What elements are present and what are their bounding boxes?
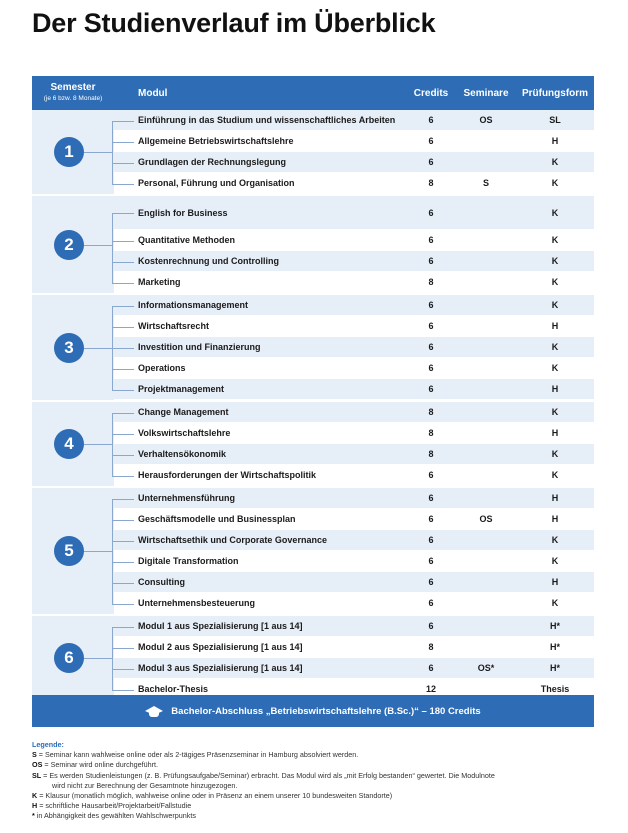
header-seminare: Seminare	[463, 87, 509, 99]
module-name: Quantitative Methoden	[138, 235, 236, 245]
module-name: English for Business	[138, 207, 228, 218]
credits-value: 6	[428, 300, 434, 310]
row-connector	[112, 142, 134, 143]
module-rows	[114, 402, 594, 486]
exam-type-value: K	[551, 207, 559, 218]
credits-value: 8	[428, 449, 434, 459]
semester-connector	[84, 551, 112, 552]
legend-key: K	[32, 791, 38, 801]
credits-value: 8	[428, 178, 434, 188]
credits-value: 8	[428, 277, 434, 287]
row-connector	[112, 213, 134, 214]
row-connector	[112, 520, 134, 521]
module-name: Consulting	[138, 577, 185, 587]
table-row	[114, 251, 594, 272]
exam-type-value: H	[551, 514, 559, 524]
semester-cell	[32, 196, 114, 293]
legend-text: wird nicht zur Berechnung der Gesamtnote hinzugezogen.	[52, 780, 238, 790]
legend-text: = Klausur (monatlich möglich, wahlweise online oder in Präsenz an einem unserer 10 bundesweiten Standorte)	[37, 791, 393, 801]
credits-value: 6	[428, 256, 434, 266]
module-name: Personal, Führung und Organisation	[138, 178, 295, 188]
legend-text: = Seminar wird online durchgeführt.	[42, 760, 159, 770]
table-row	[114, 423, 594, 444]
module-rows	[114, 110, 594, 194]
module-name: Informationsmanagement	[138, 300, 249, 310]
table-row	[114, 658, 594, 679]
table-row	[114, 173, 594, 194]
credits-value: 6	[428, 157, 434, 167]
row-connector	[112, 121, 134, 122]
legend-item	[32, 791, 602, 801]
semester-bracket-line	[112, 413, 113, 476]
module-name: Unternehmensführung	[138, 493, 236, 503]
exam-type-value: K	[551, 235, 559, 245]
credits-value: 6	[428, 556, 434, 566]
module-name: Digitale Transformation	[138, 556, 239, 566]
row-connector	[112, 455, 134, 456]
module-name: Grundlagen der Rechnungslegung	[138, 157, 287, 167]
row-connector	[112, 434, 134, 435]
semester-group-4	[32, 402, 594, 488]
row-connector	[112, 184, 134, 185]
graduation-cap-icon	[145, 704, 163, 718]
credits-value: 6	[428, 115, 434, 125]
legend-text: in Abhängigkeit des gewählten Wahlschwerpunkts	[34, 811, 196, 821]
row-connector	[112, 627, 134, 628]
row-connector	[112, 241, 134, 242]
credits-value: 8	[428, 407, 434, 417]
semester-group-5	[32, 488, 594, 616]
module-name: Verhaltensökonomik	[138, 449, 227, 459]
exam-type-value: K	[551, 449, 559, 459]
credits-value: 12	[425, 684, 436, 694]
table-row	[114, 272, 594, 293]
credits-value: 6	[428, 207, 434, 218]
legend-text: = Es werden Studienleistungen (z. B. Prüfungsaufgabe/Seminar) erbracht. Das Modul wird als „mit Erfolg bestanden“ gewertet. Die Modulnote	[41, 770, 495, 780]
semester-cell	[32, 295, 114, 400]
table-row	[114, 444, 594, 465]
credits-value: 6	[428, 342, 434, 352]
semester-connector	[84, 245, 112, 246]
module-rows	[114, 616, 594, 700]
semester-bracket-line	[112, 213, 113, 283]
exam-type-value: H	[551, 428, 559, 438]
table-row	[114, 131, 594, 152]
row-connector	[112, 562, 134, 563]
table-row	[114, 230, 594, 251]
semester-connector	[84, 152, 112, 153]
module-name: Wirtschaftsrecht	[138, 321, 209, 331]
table-row	[114, 196, 594, 230]
legend-text: = schriftliche Hausarbeit/Projektarbeit/Fallstudie	[37, 801, 192, 811]
row-connector	[112, 262, 134, 263]
row-connector	[112, 390, 134, 391]
row-connector	[112, 327, 134, 328]
exam-type-value: K	[551, 598, 559, 608]
table-row	[114, 551, 594, 572]
row-connector	[112, 369, 134, 370]
semester-cell	[32, 488, 114, 614]
row-connector	[112, 499, 134, 500]
header-semester-sub: (je 6 bzw. 8 Monate)	[43, 95, 103, 102]
credits-value: 6	[428, 577, 434, 587]
header-modul: Modul	[138, 87, 168, 99]
table-row	[114, 616, 594, 637]
module-name: Operations	[138, 363, 186, 373]
legend-item	[32, 750, 602, 760]
semester-group-2	[32, 196, 594, 295]
semester-connector	[84, 348, 112, 349]
header-pruefungsform: Prüfungsform	[521, 87, 589, 99]
module-name: Modul 2 aus Spezialisierung [1 aus 14]	[138, 642, 303, 652]
credits-value: 8	[428, 428, 434, 438]
module-name: Volkswirtschaftslehre	[138, 428, 231, 438]
legend-item	[32, 760, 602, 770]
module-rows	[114, 196, 594, 293]
exam-type-value: SL	[549, 115, 561, 125]
seminar-value: S	[482, 178, 489, 188]
exam-type-value: K	[551, 342, 559, 352]
row-connector	[112, 541, 134, 542]
credits-value: 6	[428, 598, 434, 608]
degree-text: Bachelor-Abschluss „Betriebswirtschaftslehre (B.Sc.)“ – 180 Credits	[171, 705, 481, 717]
legend-key: SL	[32, 770, 42, 780]
semester-cell	[32, 110, 114, 194]
semester-cell	[32, 616, 114, 700]
credits-value: 6	[428, 470, 434, 480]
module-name: Projektmanagement	[138, 384, 225, 394]
table-row	[114, 358, 594, 379]
credits-value: 6	[428, 493, 434, 503]
row-connector	[112, 690, 134, 691]
exam-type-value: Thesis	[540, 684, 570, 694]
header-credits: Credits	[413, 87, 449, 99]
semester-group-1	[32, 110, 594, 196]
module-name: Modul 1 aus Spezialisierung [1 aus 14]	[138, 621, 303, 631]
row-connector	[112, 283, 134, 284]
row-connector	[112, 306, 134, 307]
exam-type-value: H*	[549, 642, 560, 652]
module-name: Allgemeine Betriebswirtschaftslehre	[138, 136, 294, 146]
row-connector	[112, 348, 134, 349]
exam-type-value: K	[551, 157, 559, 167]
legend-item	[32, 781, 602, 791]
module-name: Einführung in das Studium und wissenschaftliches Arbeiten	[138, 115, 396, 125]
legend-heading: Legende:	[32, 740, 64, 749]
semester-cell	[32, 402, 114, 486]
module-rows	[114, 488, 594, 614]
semester-bracket-line	[112, 627, 113, 690]
semester-number-badge: 3	[54, 333, 84, 363]
row-connector	[112, 476, 134, 477]
table-row	[114, 152, 594, 173]
semester-group-3	[32, 295, 594, 402]
seminar-value: OS	[479, 115, 493, 125]
exam-type-value: H	[551, 136, 559, 146]
table-row	[114, 530, 594, 551]
table-row	[114, 637, 594, 658]
seminar-value: OS*	[477, 663, 495, 673]
table-row	[114, 572, 594, 593]
degree-banner	[32, 695, 594, 727]
header-semester: Semester (je 6 bzw. 8 Monate)	[32, 82, 114, 104]
exam-type-value: H	[551, 577, 559, 587]
exam-type-value: K	[551, 178, 559, 188]
exam-type-value: K	[551, 470, 559, 480]
credits-value: 6	[428, 535, 434, 545]
exam-type-value: H	[551, 384, 559, 394]
table-row	[114, 379, 594, 400]
legend-key: S	[32, 750, 37, 760]
semester-number-badge: 4	[54, 429, 84, 459]
exam-type-value: K	[551, 535, 559, 545]
legend-item	[32, 811, 602, 821]
module-name: Wirtschaftsethik und Corporate Governance	[138, 535, 327, 545]
exam-type-value: H*	[549, 663, 560, 673]
credits-value: 6	[428, 235, 434, 245]
credits-value: 6	[428, 321, 434, 331]
credits-value: 6	[428, 514, 434, 524]
credits-value: 6	[428, 384, 434, 394]
table-row	[114, 316, 594, 337]
row-connector	[112, 648, 134, 649]
legend-text: = Seminar kann wahlweise online oder als 2-tägiges Präsenzseminar in Hamburg absolviert werden.	[36, 750, 359, 760]
module-name: Change Management	[138, 407, 229, 417]
module-name: Investition und Finanzierung	[138, 342, 261, 352]
semester-number-badge: 1	[54, 137, 84, 167]
table-row	[114, 593, 594, 614]
semester-number-badge: 6	[54, 643, 84, 673]
table-row	[114, 509, 594, 530]
legend-key: *	[32, 811, 35, 821]
table-row	[114, 465, 594, 486]
legend	[32, 740, 602, 822]
row-connector	[112, 583, 134, 584]
module-name: Kostenrechnung und Controlling	[138, 256, 279, 266]
table-row	[114, 402, 594, 423]
module-name: Herausforderungen der Wirtschaftspolitik	[138, 470, 316, 480]
credits-value: 6	[428, 136, 434, 146]
table-row	[114, 337, 594, 358]
row-connector	[112, 163, 134, 164]
semester-bracket-line	[112, 121, 113, 184]
table-row	[114, 295, 594, 316]
exam-type-value: K	[551, 407, 559, 417]
table-row	[114, 110, 594, 131]
exam-type-value: K	[551, 363, 559, 373]
legend-key: H	[32, 801, 38, 811]
semester-group-6	[32, 616, 594, 702]
semester-connector	[84, 444, 112, 445]
credits-value: 6	[428, 621, 434, 631]
credits-value: 6	[428, 363, 434, 373]
legend-item	[32, 771, 602, 781]
semester-groups	[32, 110, 594, 702]
module-name: Bachelor-Thesis	[138, 684, 209, 694]
exam-type-value: K	[551, 277, 559, 287]
exam-type-value: H	[551, 493, 559, 503]
page-title: Der Studienverlauf im Überblick	[32, 8, 436, 38]
row-connector	[112, 413, 134, 414]
credits-value: 6	[428, 663, 434, 673]
module-name: Modul 3 aus Spezialisierung [1 aus 14]	[138, 663, 303, 673]
row-connector	[112, 604, 134, 605]
semester-number-badge: 2	[54, 230, 84, 260]
module-rows	[114, 295, 594, 400]
module-name: Marketing	[138, 277, 181, 287]
semester-connector	[84, 658, 112, 659]
exam-type-value: K	[551, 556, 559, 566]
legend-item	[32, 801, 602, 811]
semester-bracket-line	[112, 499, 113, 604]
table-row	[114, 488, 594, 509]
seminar-value: OS	[479, 514, 493, 524]
row-connector	[112, 669, 134, 670]
study-plan-table	[32, 76, 594, 702]
exam-type-value: K	[551, 300, 559, 310]
credits-value: 8	[428, 642, 434, 652]
module-name: Geschäftsmodelle und Businessplan	[138, 514, 296, 524]
module-name: Unternehmensbesteuerung	[138, 598, 256, 608]
exam-type-value: H*	[549, 621, 560, 631]
legend-key: OS	[32, 760, 43, 770]
exam-type-value: K	[551, 256, 559, 266]
exam-type-value: H	[551, 321, 559, 331]
table-header	[32, 76, 594, 110]
semester-number-badge: 5	[54, 536, 84, 566]
